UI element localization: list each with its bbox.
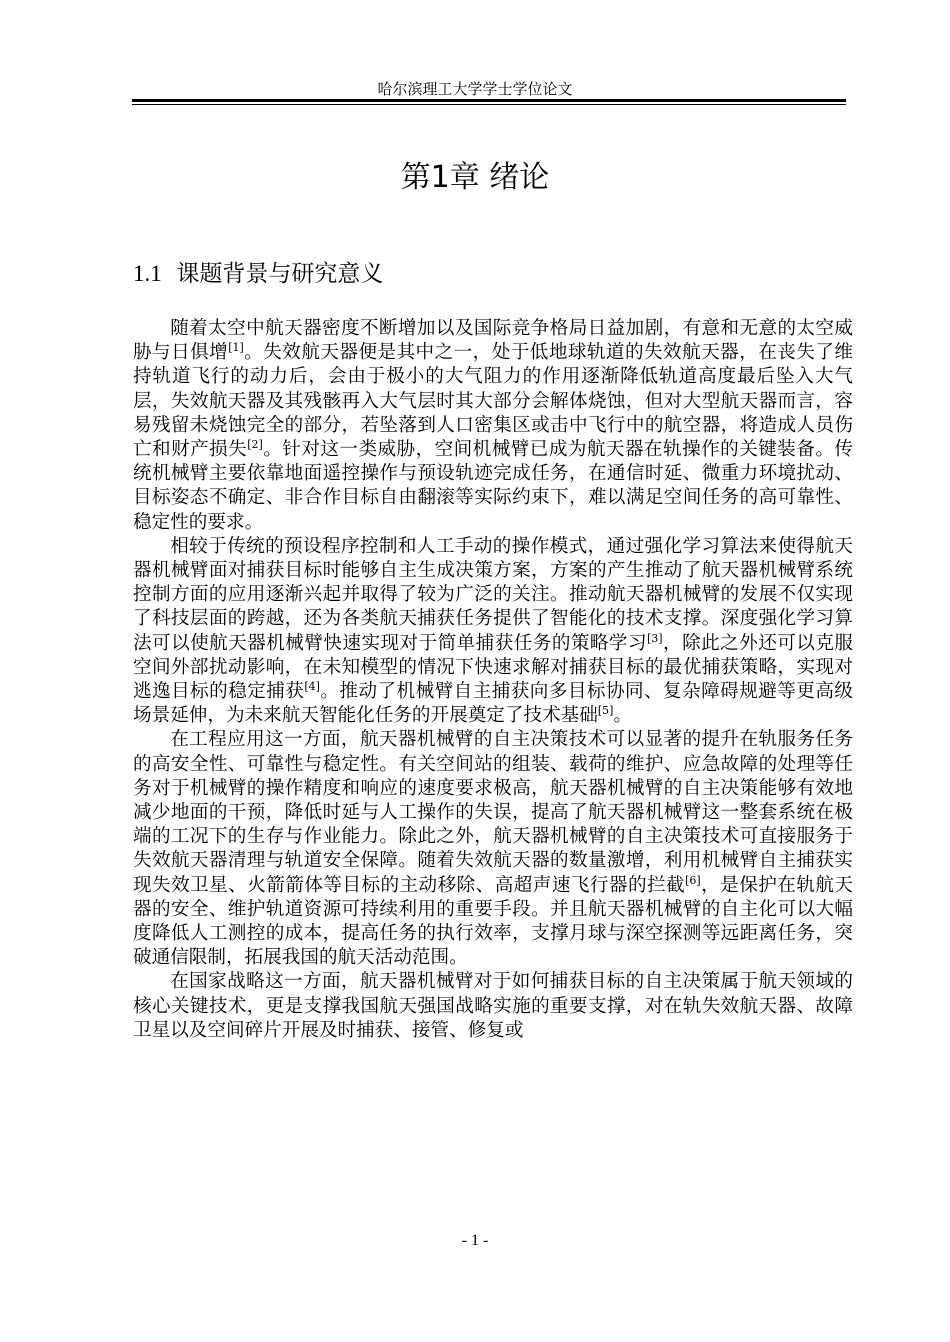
header-rule-thin [132, 104, 846, 105]
body-text [133, 317, 853, 1043]
chapter-title: 第1章 绪论 [400, 160, 550, 195]
citation: [5] [597, 704, 614, 718]
paragraph [133, 970, 853, 1043]
section-heading [133, 255, 383, 288]
text-run: 。 [613, 705, 633, 727]
paragraph [133, 317, 853, 535]
paragraph [133, 535, 853, 729]
text-run: 。推动了机械臂自主捕获向多目标协同、复杂障碍规避等更高级场景延伸，为未来航天智能化任务的开展奠定了技术基础 [133, 681, 853, 727]
text-run: ，是保护在轨航天器的安全、维护轨道资源可持续利用的重要手段。并且航天器机械臂的自主化可以大幅度降低人工测控的成本，提高任务的执行效率，支撑月球与深空探测等远距离任务，突破通信限制，拓展我国的航天活动范围。 [133, 874, 853, 969]
text-run: 随着太空中航天器密度不断增加以及国际竞争格局日益加剧，有意和无意的太空威胁与日俱增 [133, 318, 853, 364]
paragraph [133, 728, 853, 970]
header-rule-thick [132, 99, 846, 102]
page-number: - 1 - [461, 1232, 489, 1249]
text-run: 。失效航天器便是其中之一，处于低地球轨道的失效航天器，在丧失了维持轨道飞行的动力后，会由于极小的大气阻力的作用逐渐降低轨道高度最后坠入大气层，失效航天器及其残骸再入大气层时其大部分会解体烧蚀，但对大型航天器而言，容易残留未烧蚀完全的部分，若坠落到人口密集区或击中飞行中的航空器，将造成人员伤亡和财产损失 [133, 342, 853, 461]
citation: [2] [247, 437, 263, 451]
citation: [4] [304, 679, 320, 693]
section-title: 课题背景与研究意义 [176, 261, 384, 287]
text-run: 相较于传统的预设程序控制和人工手动的操作模式，通过强化学习算法来使得航天器机械臂面对捕获目标时能够自主生成决策方案，方案的产生推动了航天器机械臂系统控制方面的应用逐渐兴起并取得了较为广泛的关注。推动航天器机械臂的发展不仅实现了科技层面的跨越，还为各类航天捕获任务提供了智能化的技术支撑。深度强化学习算法可以使航天器机械臂快速实现对于简单捕获任务的策略学习 [133, 535, 853, 654]
text-run: 在工程应用这一方面，航天器机械臂的自主决策技术可以显著的提升在轨服务任务的高安全性、可靠性与稳定性。有关空间站的组装、载荷的维护、应急故障的处理等任务对于机械臂的操作精度和响应的速度要求极高，航天器机械臂的自主决策能够有效地减少地面的干预，降低时延与人工操作的失误，提高了航天器机械臂这一整套系统在极端的工况下的生存与作业能力。除此之外，航天器机械臂的自主决策技术可直接服务于失效航天器清理与轨道安全保障。随着失效航天器的数量激增，利用机械臂自主捕获实现失效卫星、火箭箭体等目标的主动移除、高超声速飞行器的拦截 [133, 729, 853, 896]
running-header: 哈尔滨理工大学学士学位论文 [377, 80, 573, 98]
section-number: 1.1 [133, 261, 162, 286]
citation: [1] [228, 341, 244, 355]
citation: [6] [685, 873, 701, 887]
text-run: 在国家战略这一方面，航天器机械臂对于如何捕获目标的自主决策属于航天领域的核心关键技术，更是支撑我国航天强国战略实施的重要支撑，对在轨失效航天器、故障卫星以及空间碎片开展及时捕获、接管、修复或 [133, 971, 853, 1041]
citation: [3] [647, 631, 663, 645]
text-run: 。针对这一类威胁，空间机械臂已成为航天器在轨操作的关键装备。传统机械臂主要依靠地面遥控操作与预设轨迹完成任务，在通信时延、微重力环境扰动、目标姿态不确定、非合作目标自由翻滚等实际约束下，难以满足空间任务的高可靠性、稳定性的要求。 [133, 439, 853, 533]
text-run: ，除此之外还可以克服空间外部扰动影响，在未知模型的情况下快速求解对捕获目标的最优捕获策略，实现对逃逸目标的稳定捕获 [133, 632, 853, 703]
